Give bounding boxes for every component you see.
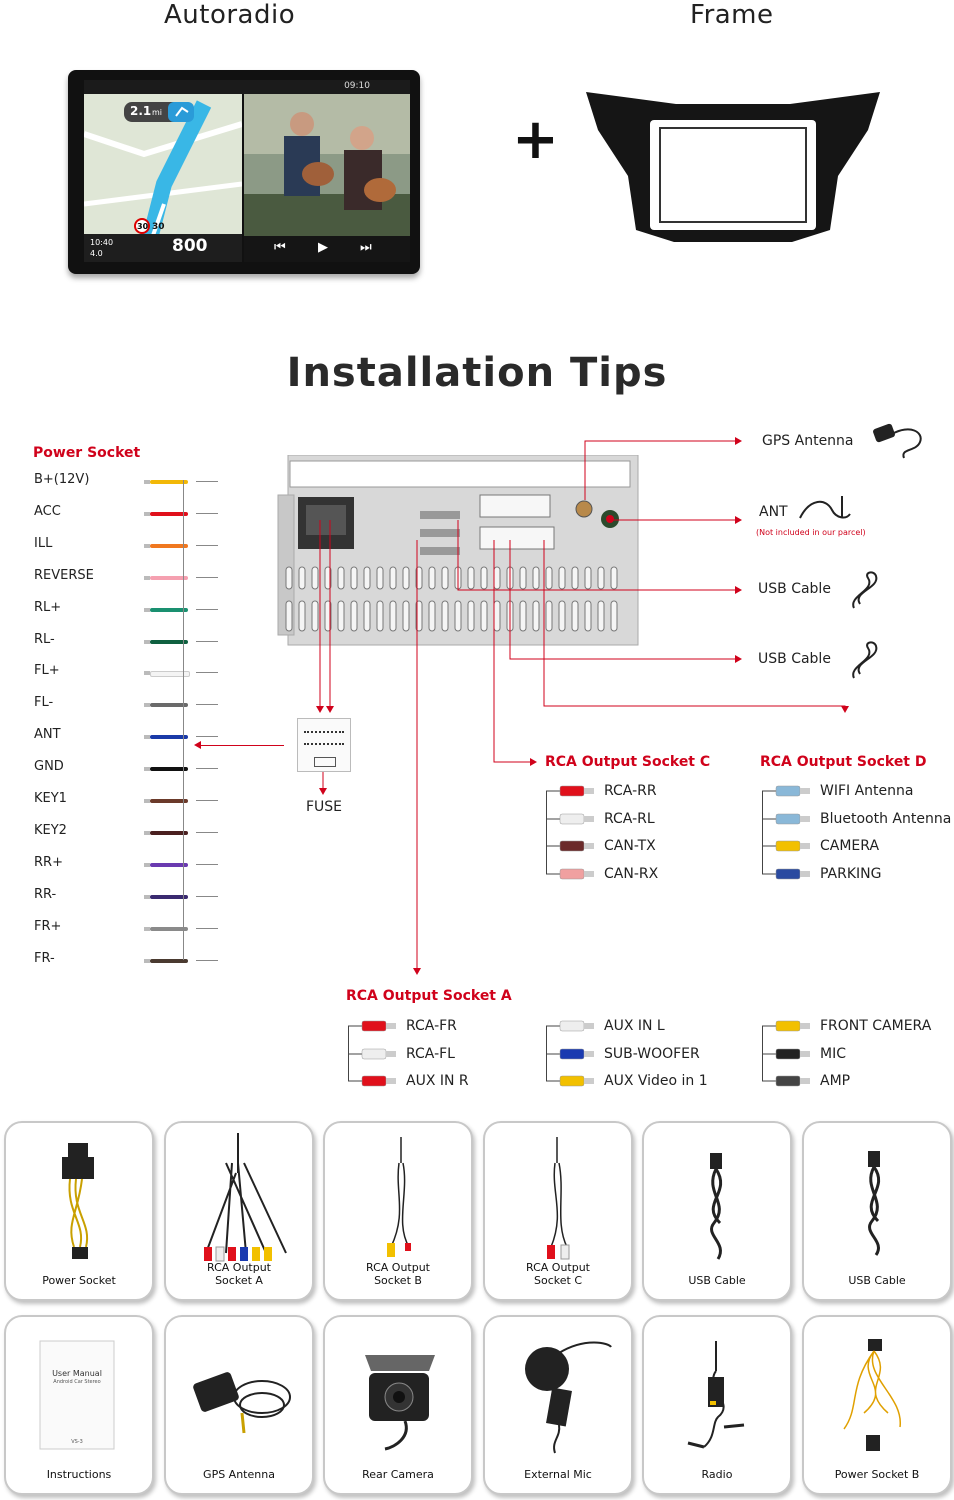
wire-label: FL- <box>34 695 54 711</box>
wire-label: FR+ <box>34 918 62 934</box>
part-image <box>485 1317 631 1467</box>
status-time: 09:10 <box>344 81 370 91</box>
connector-label: AUX IN L <box>604 1018 665 1034</box>
connector-label: CAMERA <box>820 838 880 854</box>
part-image <box>6 1123 152 1273</box>
connector-row <box>348 1071 469 1093</box>
connector-label: AUX Video in 1 <box>604 1073 708 1089</box>
usb-cable-label-2: USB Cable <box>758 651 831 667</box>
wire-label: FL+ <box>34 663 60 679</box>
connector-row <box>762 864 882 886</box>
connector-bracket <box>546 791 547 874</box>
part-card <box>642 1121 792 1301</box>
connector-row <box>762 1044 846 1066</box>
connector-label: RCA-FL <box>406 1045 455 1062</box>
ant-cable-icon <box>796 492 854 526</box>
part-card <box>323 1315 473 1495</box>
part-caption: USB Cable <box>848 1274 906 1287</box>
rca-plug-icon <box>762 1071 818 1093</box>
rca-plug-icon <box>762 1044 818 1066</box>
part-card <box>4 1121 154 1301</box>
connector-label: AMP <box>820 1073 851 1089</box>
wire-label: ILL <box>34 535 53 551</box>
wire-label: RR+ <box>34 854 63 870</box>
connector-row <box>762 809 952 831</box>
connector-bracket <box>762 791 763 874</box>
fuse-label: FUSE <box>306 799 343 815</box>
part-caption: Power Socket B <box>834 1468 920 1481</box>
power-socket-title: Power Socket <box>33 445 141 461</box>
ant-label: ANT <box>759 504 788 520</box>
connector-row <box>348 1044 455 1066</box>
part-caption: Radio <box>701 1468 733 1481</box>
part-image <box>325 1317 471 1467</box>
rca-plug-icon <box>546 864 602 886</box>
rca-plug-icon <box>546 1044 602 1066</box>
connector-label: RCA-RL <box>604 810 655 827</box>
part-caption: External Mic <box>524 1468 592 1481</box>
connector-label: FRONT CAMERA <box>820 1018 932 1034</box>
wire-label: KEY1 <box>34 791 67 806</box>
part-caption: Rear Camera <box>362 1468 434 1481</box>
part-image <box>804 1123 950 1273</box>
rca-plug-icon <box>348 1044 404 1066</box>
gps-antenna-label: GPS Antenna <box>762 433 854 449</box>
speed-limit: 30 <box>137 222 149 231</box>
usb-cable-label-1: USB Cable <box>758 581 831 597</box>
connector-label: AUX IN R <box>406 1073 469 1089</box>
part-image <box>485 1123 631 1273</box>
connector-row <box>546 864 659 886</box>
connector-row <box>762 1071 851 1093</box>
fuse-element <box>314 757 336 767</box>
connector-label: SUB-WOOFER <box>604 1045 700 1062</box>
wire-label: GND <box>34 759 64 775</box>
rca-c-title: RCA Output Socket C <box>545 754 711 770</box>
wire-label: KEY2 <box>34 822 67 838</box>
part-card <box>164 1315 314 1495</box>
part-image <box>644 1123 790 1273</box>
part-caption: Power Socket <box>42 1274 116 1287</box>
nav-distance: 2.1 <box>130 104 152 118</box>
nav-unit: mi <box>152 108 163 117</box>
part-caption: RCA Output Socket B <box>365 1261 430 1287</box>
rca-plug-icon <box>348 1016 404 1038</box>
part-card <box>483 1315 633 1495</box>
turn-distance: 800 <box>172 236 208 256</box>
next-icon[interactable]: ⏭ <box>360 240 372 255</box>
part-image <box>644 1317 790 1467</box>
rca-plug-icon <box>762 781 818 803</box>
connector-row <box>546 1071 708 1093</box>
part-image <box>166 1317 312 1467</box>
fuse-dots-1 <box>304 731 344 733</box>
play-icon[interactable]: ▶ <box>318 240 328 255</box>
connector-label: MIC <box>820 1045 846 1062</box>
connector-label: RCA-RR <box>604 783 657 799</box>
fuse-dots-2 <box>304 743 344 745</box>
wire-label: RR- <box>34 886 57 902</box>
wire-label: RL- <box>34 631 55 647</box>
part-image <box>166 1123 312 1273</box>
part-card <box>323 1121 473 1301</box>
gps-antenna-icon <box>870 418 928 460</box>
plus-sign: + <box>512 107 559 172</box>
connector-label: CAN-RX <box>604 865 659 882</box>
connector-label: Bluetooth Antenna <box>820 810 952 827</box>
manual-code: VS-3 <box>71 1439 83 1445</box>
part-caption: USB Cable <box>688 1274 746 1287</box>
rca-a-title: RCA Output Socket A <box>346 988 512 1004</box>
rca-plug-icon <box>762 1016 818 1038</box>
ant-note: (Not included in our parcel) <box>756 528 866 537</box>
wire-label: ACC <box>34 503 61 519</box>
usb-cable-icon-2 <box>846 638 882 682</box>
rca-plug-icon <box>546 809 602 831</box>
connector-label: RCA-FR <box>406 1018 457 1034</box>
wire-label: FR- <box>34 950 55 966</box>
rca-d-title: RCA Output Socket D <box>760 754 927 770</box>
autoradio-heading: Autoradio <box>164 0 296 30</box>
part-image <box>804 1317 950 1467</box>
connector-row <box>546 836 656 858</box>
rca-plug-icon <box>762 836 818 858</box>
connector-label: PARKING <box>820 865 882 882</box>
part-image <box>325 1123 471 1273</box>
part-caption: GPS Antenna <box>203 1468 275 1481</box>
rca-plug-icon <box>546 836 602 858</box>
connector-row <box>762 781 914 803</box>
part-card <box>642 1315 792 1495</box>
connector-label: WIFI Antenna <box>820 783 914 799</box>
usb-cable-icon-1 <box>846 568 882 612</box>
part-card <box>802 1121 952 1301</box>
manual-title: User Manual <box>52 1369 102 1378</box>
small-distance: 4.0 <box>90 249 103 258</box>
wire-label: ANT <box>34 727 61 743</box>
rca-plug-icon <box>762 864 818 886</box>
manual-subtitle: Android Car Stereo <box>53 1379 101 1385</box>
current-speed: 30 <box>152 222 165 232</box>
connector-label: CAN-TX <box>604 838 656 854</box>
connector-row <box>546 781 657 803</box>
part-card <box>164 1121 314 1301</box>
page-title: Installation Tips <box>286 350 668 396</box>
rca-plug-icon <box>348 1071 404 1093</box>
connector-row <box>762 836 880 858</box>
connector-row <box>546 809 655 831</box>
part-caption: RCA Output Socket A <box>206 1261 271 1287</box>
clock: 10:40 <box>90 238 114 247</box>
rca-plug-icon <box>546 781 602 803</box>
rca-plug-icon <box>762 809 818 831</box>
connector-row <box>546 1044 700 1066</box>
part-card <box>483 1121 633 1301</box>
connector-row <box>762 1016 932 1038</box>
rca-plug-icon <box>546 1016 602 1038</box>
wire-label: B+(12V) <box>34 472 90 487</box>
wire-label: RL+ <box>34 599 62 615</box>
fuse-box <box>297 718 351 772</box>
connector-row <box>348 1016 457 1038</box>
connector-row <box>546 1016 665 1038</box>
rca-plug-icon <box>546 1071 602 1093</box>
part-caption: Instructions <box>46 1468 112 1481</box>
frame-heading: Frame <box>690 0 774 30</box>
wire-label: REVERSE <box>34 567 94 583</box>
part-card <box>4 1315 154 1495</box>
part-card <box>802 1315 952 1495</box>
previous-icon[interactable]: ⏮ <box>274 240 286 255</box>
part-caption: RCA Output Socket C <box>525 1261 590 1287</box>
